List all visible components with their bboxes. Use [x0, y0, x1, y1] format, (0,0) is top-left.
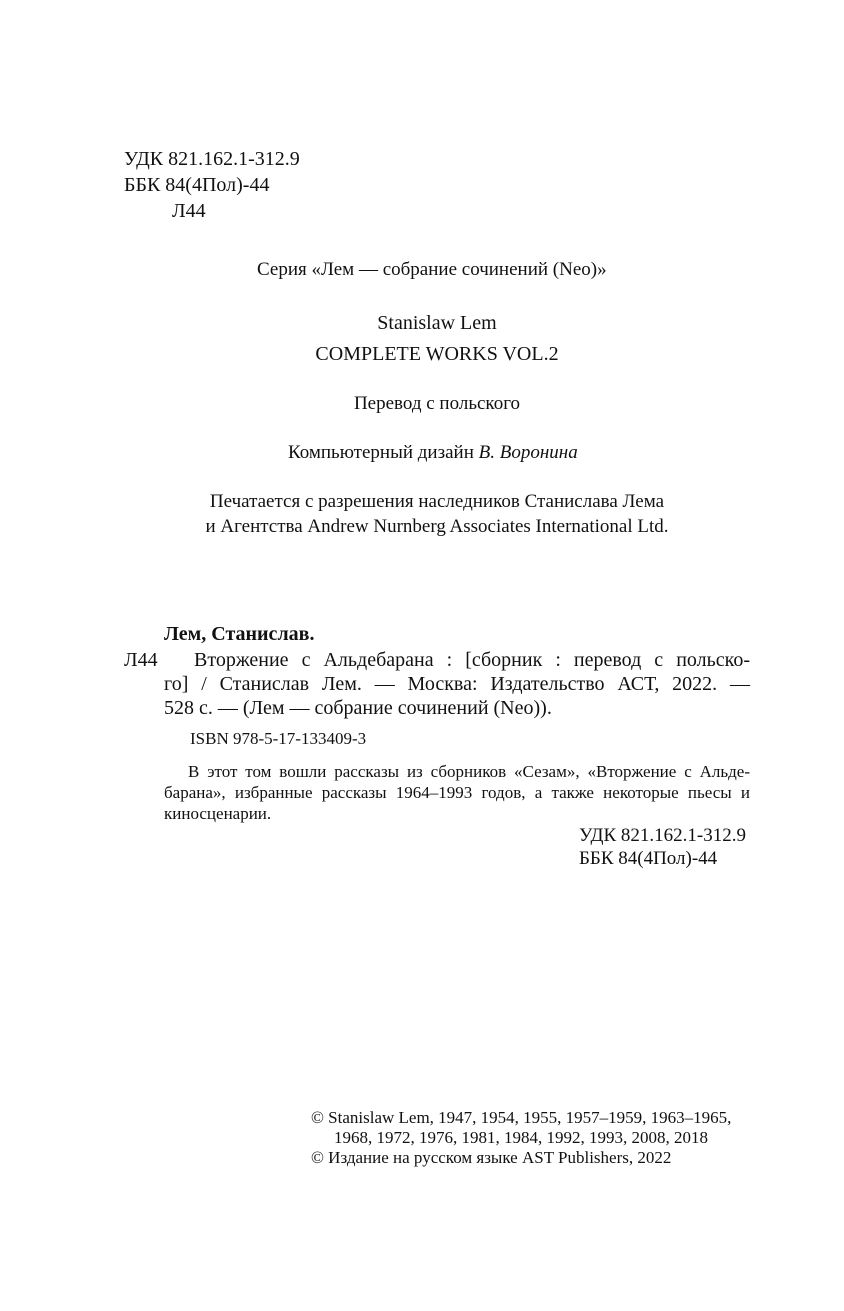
catalog-description-text-2: го] / Станислав Лем. — Москва: Издательство АСТ, 2022. — — [164, 673, 750, 695]
copyright-line-2: 1968, 1972, 1976, 1981, 1984, 1992, 1993, 2008, 2018 — [334, 1128, 708, 1147]
designer-name: В. Воронина — [478, 442, 578, 463]
original-author: Stanislaw Lem — [377, 312, 497, 334]
catalog-bbk: ББК 84(4Пол)-44 — [579, 848, 718, 869]
permission-line-2: и Агентства Andrew Nurnberg Associates International Ltd. — [205, 516, 669, 537]
catalog-udk: УДК 821.162.1-312.9 — [579, 825, 746, 846]
header-bbk: ББК 84(4Пол)-44 — [124, 174, 270, 196]
annotation-line-1 — [188, 760, 750, 783]
copyright-line-3: © Издание на русском языке AST Publishers, 2022 — [311, 1148, 672, 1167]
catalog-heading: Лем, Станислав. — [164, 623, 315, 645]
annotation-line-3: киносценарии. — [164, 804, 272, 823]
original-title: COMPLETE WORKS VOL.2 — [315, 343, 559, 365]
series-line: Серия «Лем — собрание сочинений (Neo)» — [257, 259, 607, 280]
design-credit — [288, 439, 578, 466]
annotation-text-2: барана», избранные рассказы 1964–1993 годов, а также некоторые пьесы и — [164, 783, 750, 802]
catalog-code: Л44 — [124, 649, 158, 671]
translation-note: Перевод с польского — [353, 393, 521, 414]
header-udk: УДК 821.162.1-312.9 — [124, 148, 300, 170]
design-label: Компьютерный дизайн — [288, 442, 474, 463]
catalog-description-line-3: 528 с. — (Лем — собрание сочинений (Neo)). — [164, 697, 552, 719]
isbn: ISBN 978-5-17-133409-3 — [190, 729, 367, 748]
header-author-mark: Л44 — [172, 200, 206, 222]
permission-line-1: Печатается с разрешения наследников Станислава Лема — [209, 491, 665, 512]
annotation-line-2 — [164, 781, 750, 804]
annotation-text-1: В этот том вошли рассказы из сборников «Сезам», «Вторжение с Альде- — [188, 762, 750, 781]
copyright-line-1: © Stanislaw Lem, 1947, 1954, 1955, 1957–1959, 1963–1965, — [311, 1108, 732, 1127]
catalog-description-text-1: Вторжение с Альдебарана : [сборник : перевод с польско- — [194, 649, 750, 671]
